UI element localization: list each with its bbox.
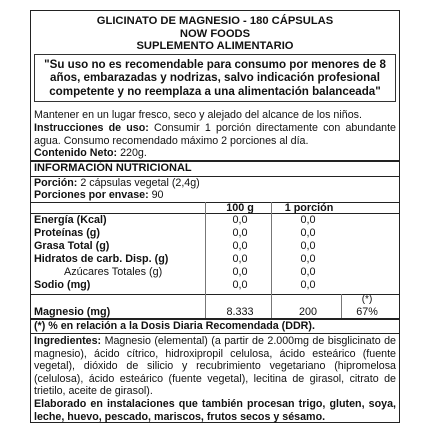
nutrient-name: Proteínas (g) <box>34 227 100 239</box>
storage-text: Mantener en un lugar fresco, seco y alejado del alcance de los niños. <box>34 109 362 121</box>
nutrient-value-100g: 0,0 <box>232 214 248 226</box>
col-portion: 1 porción <box>284 202 334 214</box>
allergen-statement: Elaborado en instalaciones que también procesan trigo, gluten, soya, leche, huevo, pescado, mariscos, frutos secos y sésamo. <box>34 398 396 423</box>
col-100g: 100 g <box>226 202 254 214</box>
servings-value: 90 <box>148 189 164 201</box>
product-title: GLICINATO DE MAGNESIO - 180 CÁPSULAS <box>96 15 334 27</box>
nutrient-row <box>34 227 396 240</box>
nutrient-row <box>34 266 396 279</box>
nutrient-value-100g: 0,0 <box>232 266 248 278</box>
instructions <box>34 122 396 147</box>
nutrient-name: Sodio (mg) <box>34 279 91 291</box>
ddr-footnote: (*) % en relación a la Dosis Diaria Recomendada (DDR). <box>34 320 315 332</box>
nutrient-value-100g: 0,0 <box>232 253 248 265</box>
nutrient-name: Grasa Total (g) <box>34 240 110 252</box>
nutrient-row <box>34 214 396 227</box>
nutrient-value-100g: 0,0 <box>232 227 248 239</box>
net-content-value: 220g. <box>117 147 147 159</box>
magnesium-portion: 200 <box>298 306 317 318</box>
net-content-label: Contenido Neto: <box>34 147 118 159</box>
servings-label: Porciones por envase: <box>34 189 149 201</box>
nutrient-value-100g: 0,0 <box>232 240 248 252</box>
nutrient-value-portion: 0,0 <box>300 266 316 278</box>
net-content <box>34 147 396 160</box>
column-line <box>341 294 342 318</box>
nutrient-value-portion: 0,0 <box>300 253 316 265</box>
nutrition-label <box>30 10 400 423</box>
nutrient-name: Azúcares Totales (g) <box>64 266 163 278</box>
portion-line <box>34 177 396 190</box>
product-category: SUPLEMENTO ALIMENTARIO <box>136 40 294 53</box>
portion-value: 2 cápsulas vegetal (2,4g) <box>77 177 200 189</box>
label-header <box>31 11 399 53</box>
nutrient-row <box>34 253 396 266</box>
nutrient-row <box>34 240 396 253</box>
nutrient-name: Energía (Kcal) <box>34 214 107 226</box>
nutrient-value-portion: 0,0 <box>300 227 316 239</box>
nutrition-title: INFORMACIÓN NUTRICIONAL <box>34 162 192 174</box>
instructions-label: Instrucciones de uso: <box>34 122 149 134</box>
brand-name: NOW FOODS <box>179 27 251 40</box>
magnesium-name: Magnesio (mg) <box>34 306 111 318</box>
nutrient-value-100g: 0,0 <box>232 279 248 291</box>
magnesium-star: (*) <box>361 294 373 305</box>
nutrient-value-portion: 0,0 <box>300 214 316 226</box>
nutrient-value-portion: 0,0 <box>300 240 316 252</box>
column-line <box>205 202 206 318</box>
ingredients <box>34 335 396 398</box>
nutrient-value-portion: 0,0 <box>300 279 316 291</box>
magnesium-100g: 8.333 <box>226 306 254 318</box>
column-line <box>271 202 272 318</box>
warning-box: "Su uso no es recomendable para consumo por menores de 8 años, embarazadas y nodrizas, salvo indicación profesional competente y no reemplaza a una alimentación balanceada" <box>34 54 396 102</box>
ingredients-label: Ingredientes: <box>34 335 102 347</box>
instructions-text: Consumir 1 porción directamente con abundante agua. Consumo recomendado máximo 2 porciones al día. <box>34 122 396 147</box>
nutrient-row <box>34 279 396 292</box>
divider <box>31 333 399 334</box>
portion-label: Porción: <box>34 177 78 189</box>
magnesium-dd: 67% <box>356 306 378 318</box>
servings-line <box>34 189 396 202</box>
nutrient-name: Hidratos de carb. Disp. (g) <box>34 253 169 265</box>
ingredients-text: Magnesio (elemental) (a partir de 2.000mg de bisglicinato de magnesio), ácido cítrico, hidroxipropil celulosa, ácido esteárico (fuente vegetal), dióxido de silicio y recubrimiento vegetariano (hipromelosa (celulosa), ácido esteárico (fuente vegetal), lecitina de girasol, citrato de trietilo, aceite de girasol). <box>34 335 396 398</box>
